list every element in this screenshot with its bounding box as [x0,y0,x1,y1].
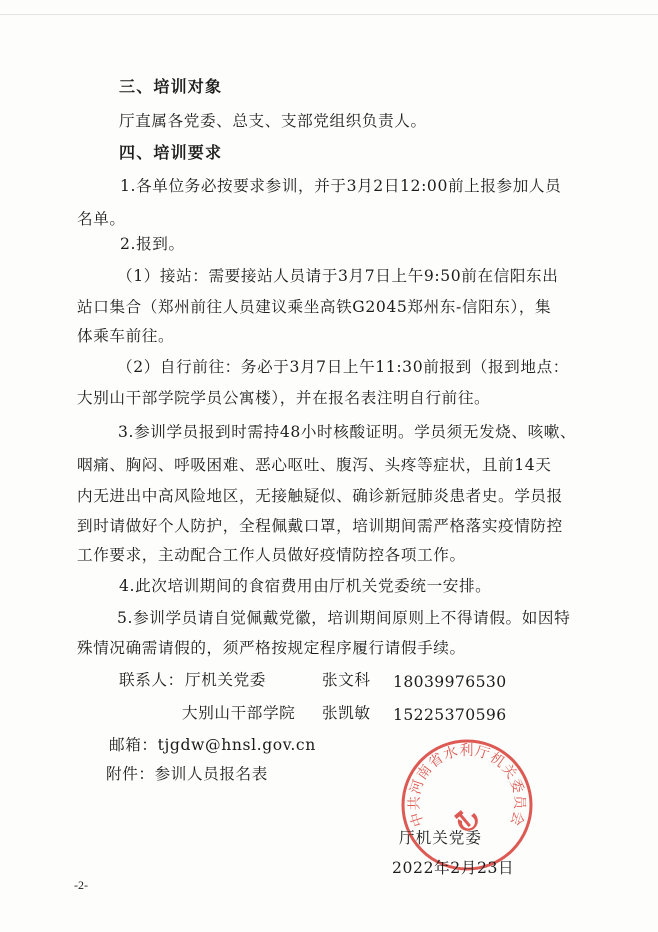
email-line: 邮箱：tjgdw@hnsl.gov.cn [109,736,316,754]
item3-line3: 内无进出中高风险地区，无接触疑似、确诊新冠肺炎患者史。学员报 [77,487,563,505]
contact-org-2: 大别山干部学院 [182,704,296,722]
item4: 4.此次培训期间的食宿费用由厅机关党委统一安排。 [119,577,492,595]
section3-text: 厅直属各党委、总支、支部党组织负责人。 [119,112,427,130]
section4-heading: 四、培训要求 [119,143,223,162]
attachment-line: 附件：参训人员报名表 [106,765,268,783]
official-seal [398,736,536,874]
seal-text: 中共河南省水利厅机关委员会 [406,742,528,829]
item5-line1: 5.参训学员请自觉佩戴党徽，培训期间原则上不得请假。如因特 [117,609,571,627]
signature-date: 2022年2月23日 [392,859,515,877]
contact-name-1: 张文科 [322,671,371,689]
sub2-line2: 大别山干部学院学员公寓楼），并在报名表注明自行前往。 [77,389,491,407]
item3-line1: 3.参训学员报到时需持48小时核酸证明。学员须无发烧、咳嗽、 [118,423,577,441]
contact-name-2: 张凯敏 [322,704,371,722]
item1-line2: 名单。 [77,210,126,228]
contact-label: 联系人： [119,671,184,689]
item5-line2: 殊情况确需请假的，须严格按规定程序履行请假手续。 [77,639,466,657]
item2: 2.报到。 [120,235,185,253]
sub1-line3: 体乘车前往。 [77,327,175,345]
sub1-line2: 站口集合（郑州前往人员建议乘坐高铁G2045郑州东-信阳东），集 [77,298,552,316]
section3-heading: 三、培训对象 [119,77,223,96]
item1-line1: 1.各单位务必按要求参训，并于3月2日12:00前上报参加人员 [120,177,562,195]
contact-phone-2: 15225370596 [393,706,507,724]
contact-org-1: 厅机关党委 [185,671,266,689]
contact-phone-1: 18039976530 [393,673,507,691]
sub1-line1: （1）接站：需要接站人员请于3月7日上午9:50前在信阳东出 [117,267,559,285]
page-number: -2- [74,878,88,892]
item3-line2: 咽痛、胸闷、呼吸困难、恶心呕吐、腹泻、头疼等症状，且前14天 [77,456,552,474]
item3-line4: 到时请做好个人防护，全程佩戴口罩，培训期间需严格落实疫情防控 [77,517,563,535]
item3-line5: 工作要求，主动配合工作人员做好疫情防控各项工作。 [77,546,466,564]
sub2-line1: （2）自行前往：务必于3月7日上午11:30前报到（报到地点： [117,358,569,376]
signature-issuer: 厅机关党委 [399,829,482,847]
